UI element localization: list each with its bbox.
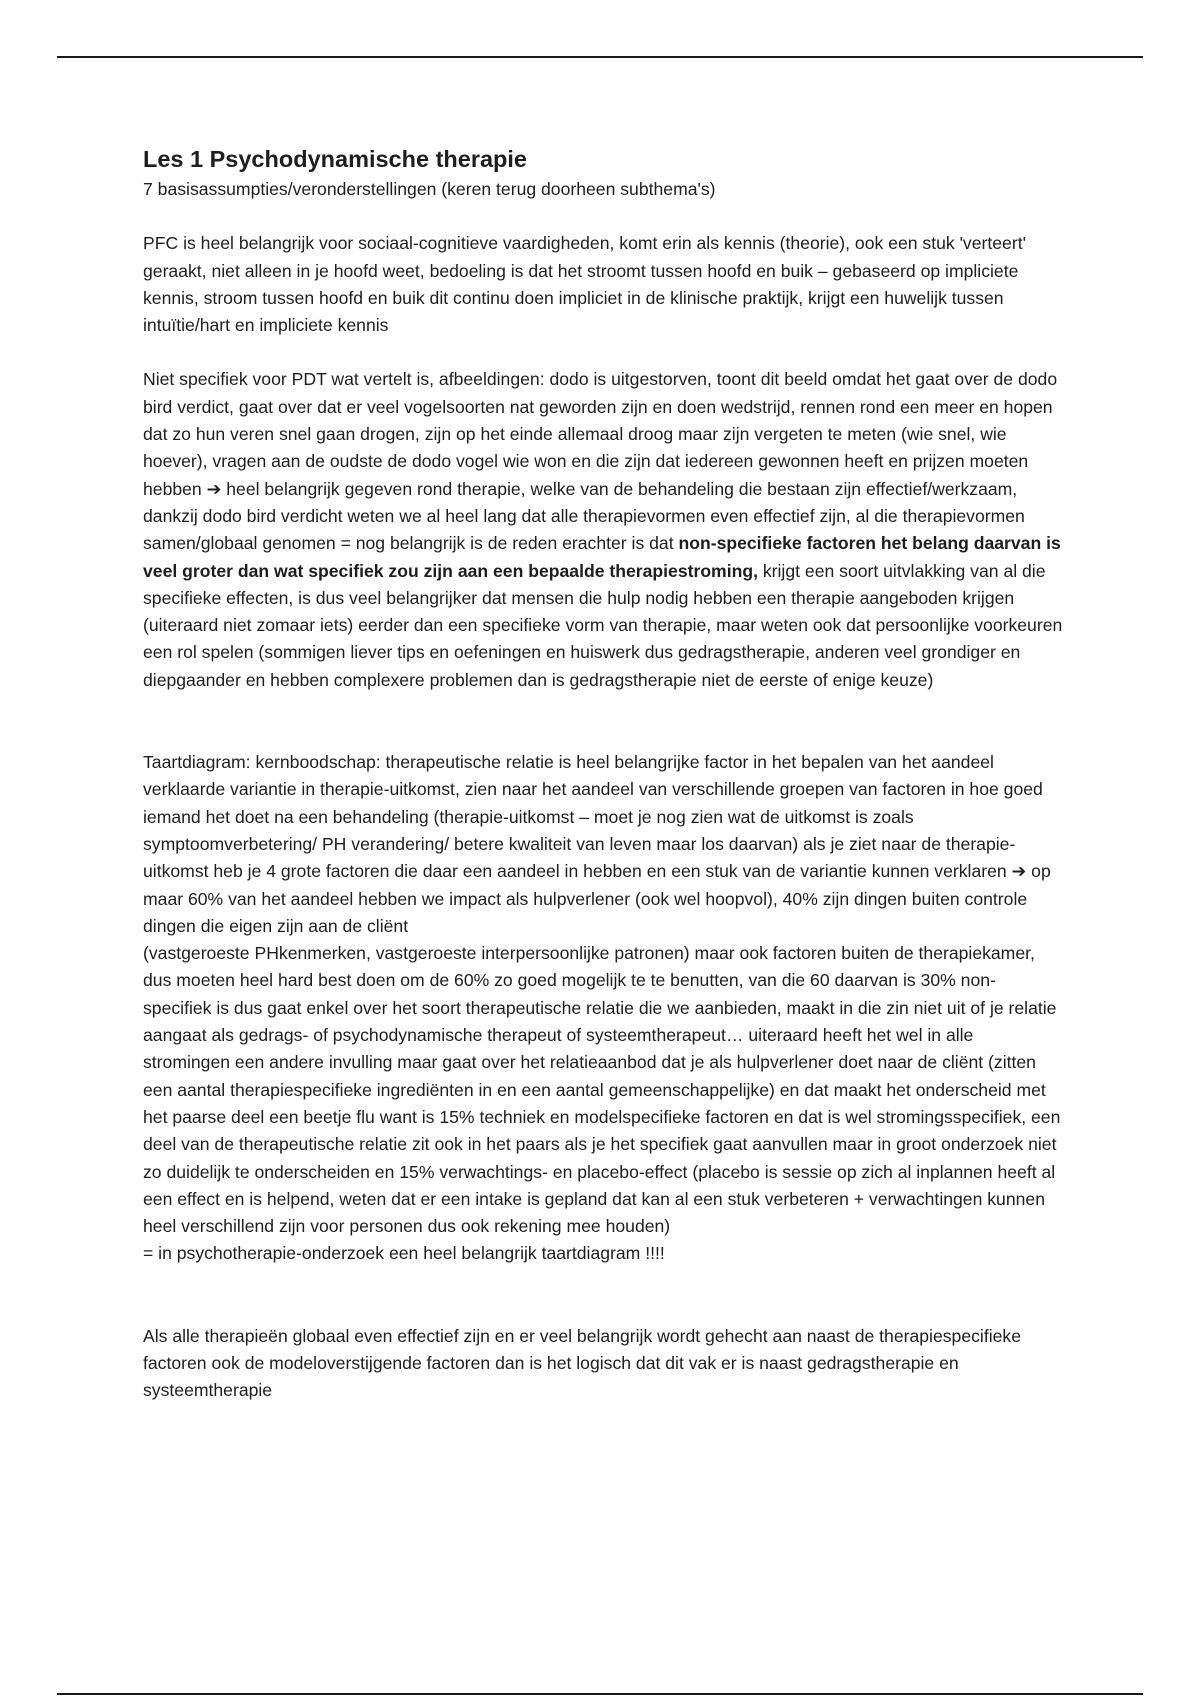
paragraph-dodo-text-2: heel belangrijk gegeven rond therapie, welke van de behandeling die bestaan zijn effectief/werkzaam, dankzij dodo bird verdicht weten we al heel lang dat alle therapievormen even effectief zijn, al die therapievormen samen/globaal genomen = nog belangrijk is de reden erachter is dat xyxy=(143,478,1025,554)
paragraph-dodo-bold: non-specifieke factoren het belang daarvan is veel groter dan wat specifiek zou zijn aan een bepaalde therapiestroming, xyxy=(143,533,1061,581)
paragraph-conclusion: Als alle therapieën globaal even effectief zijn en er veel belangrijk wordt gehecht aan naast de therapiespecifieke factoren ook de modeloverstijgende factoren dan is het logisch dat dit vak er is naast gedragstherapie en systeemtherapie xyxy=(143,1325,1021,1401)
paragraph-pie-conclusion: = in psychotherapie-onderzoek een heel belangrijk taartdiagram !!!! xyxy=(143,1243,665,1264)
paragraph-pfc: PFC is heel belangrijk voor sociaal-cognitieve vaardigheden, komt erin als kennis (theorie), ook een stuk 'verteert' geraakt, niet alleen in je hoofd weet, bedoeling is dat het stroomt tussen hoofd en buik – gebaseerd op impliciete kennis, stroom tussen hoofd en buik dit continu doen impliciet in de klinische praktijk, krijgt een huwelijk tussen intuïtie/hart en impliciete kennis xyxy=(143,233,1026,336)
paragraph-pie-text-2: op maar 60% van het aandeel hebben we impact als hulpverlener (ook wel hoopvol), 40% zijn dingen buiten controle dingen die eigen zijn aan de cliënt xyxy=(143,861,1051,936)
paragraph-pie-continued: (vastgeroeste PHkenmerken, vastgeroeste interpersoonlijke patronen) maar ook factoren buiten de therapiekamer, dus moeten heel hard best doen om de 60% zo goed mogelijk te te benutten, van die 60 daarvan is 30% non-specifiek is dus gaat enkel over het soort therapeutische relatie die we aanbieden, maakt in die zin niet uit of je relatie aangaat als gedrags- of psychodynamische therapeut of systeemtherapeut… uiteraard heeft het wel in alle stromingen een andere invulling maar gaat over het relatieaanbod dat je als hulpverlener doet naar de cliënt (zitten een aantal therapiespecifieke ingrediënten in en een aantal gemeenschappelijke) en dat maakt het onderscheid met het paarse deel een beetje flu want is 15% techniek en modelspecifieke factoren en dat is wel stromingsspecifiek, een deel van de therapeutische relatie zit ook in het paars als je het specifiek gaat aanvullen maar in groot onderzoek niet zo duidelijk te onderscheiden en 15% verwachtings- en placebo-effect (placebo is sessie op zich al inplannen heeft al een effect en is helpend, weten dat er een intake is gepland dat kan al een stuk verbeteren + verwachtingen kunnen heel verschillend zijn voor personen dus ook rekening mee houden) xyxy=(143,943,1061,1237)
page-title: Les 1 Psychodynamische therapie xyxy=(143,146,527,172)
paragraph-dodo-text-3: krijgt een soort uitvlakking van al die specifieke effecten, is dus veel belangrijker dat mensen die hulp nodig hebben een therapie aangeboden krijgen (uiteraard niet zomaar iets) eerder dan een specifieke vorm van therapie, maar weten ook dat persoonlijke voorkeuren een rol spelen (sommigen liever tips en oefeningen en huiswerk dus gedragstherapie, anderen veel grondiger en diepgaander en hebben complexere problemen dan is gedragstherapie niet de eerste of enige keuze) xyxy=(143,560,1063,690)
paragraph-pie-text-1: Taartdiagram: kernboodschap: therapeutische relatie is heel belangrijke factor in het bepalen van het aandeel verklaarde variantie in therapie-uitkomst, zien naar het aandeel van verschillende groepen van factoren in hoe goed iemand het doet na een behandeling (therapie-uitkomst – moet je nog zien wat de uitkomst is zoals symptoomverbetering/ PH verandering/ betere kwaliteit van leven maar los daarvan) als je ziet naar de therapie-uitkomst heb je 4 grote factoren die daar een aandeel in hebben en een stuk van de variantie kunnen verklaren xyxy=(143,752,1043,882)
paragraph-dodo-text-1: Niet specifiek voor PDT wat vertelt is, afbeeldingen: dodo is uitgestorven, toont dit beeld omdat het gaat over de dodo bird verdict, gaat over dat er veel vogelsoorten nat geworden zijn en doen wedstrijd, rennen rond een meer en hopen dat zo hun veren snel gaan drogen, zijn op het einde allemaal droog maar zijn vergeten te meten (wie snel, wie hoever), vragen aan de oudste de dodo vogel wie won en die zijn dat iedereen gewonnen heeft en prijzen moeten hebben xyxy=(143,369,1058,499)
header-rule xyxy=(57,56,1143,58)
right-arrow-icon: ➔ xyxy=(1011,861,1027,882)
right-arrow-icon: ➔ xyxy=(206,478,222,499)
footer-rule xyxy=(57,1693,1143,1695)
paragraph-dodo-bird xyxy=(143,366,1063,694)
document-body xyxy=(143,142,1063,1405)
paragraph-pie-chart xyxy=(143,749,1063,940)
page-subtitle: 7 basisassumpties/veronderstellingen (keren terug doorheen subthema's) xyxy=(143,179,716,199)
